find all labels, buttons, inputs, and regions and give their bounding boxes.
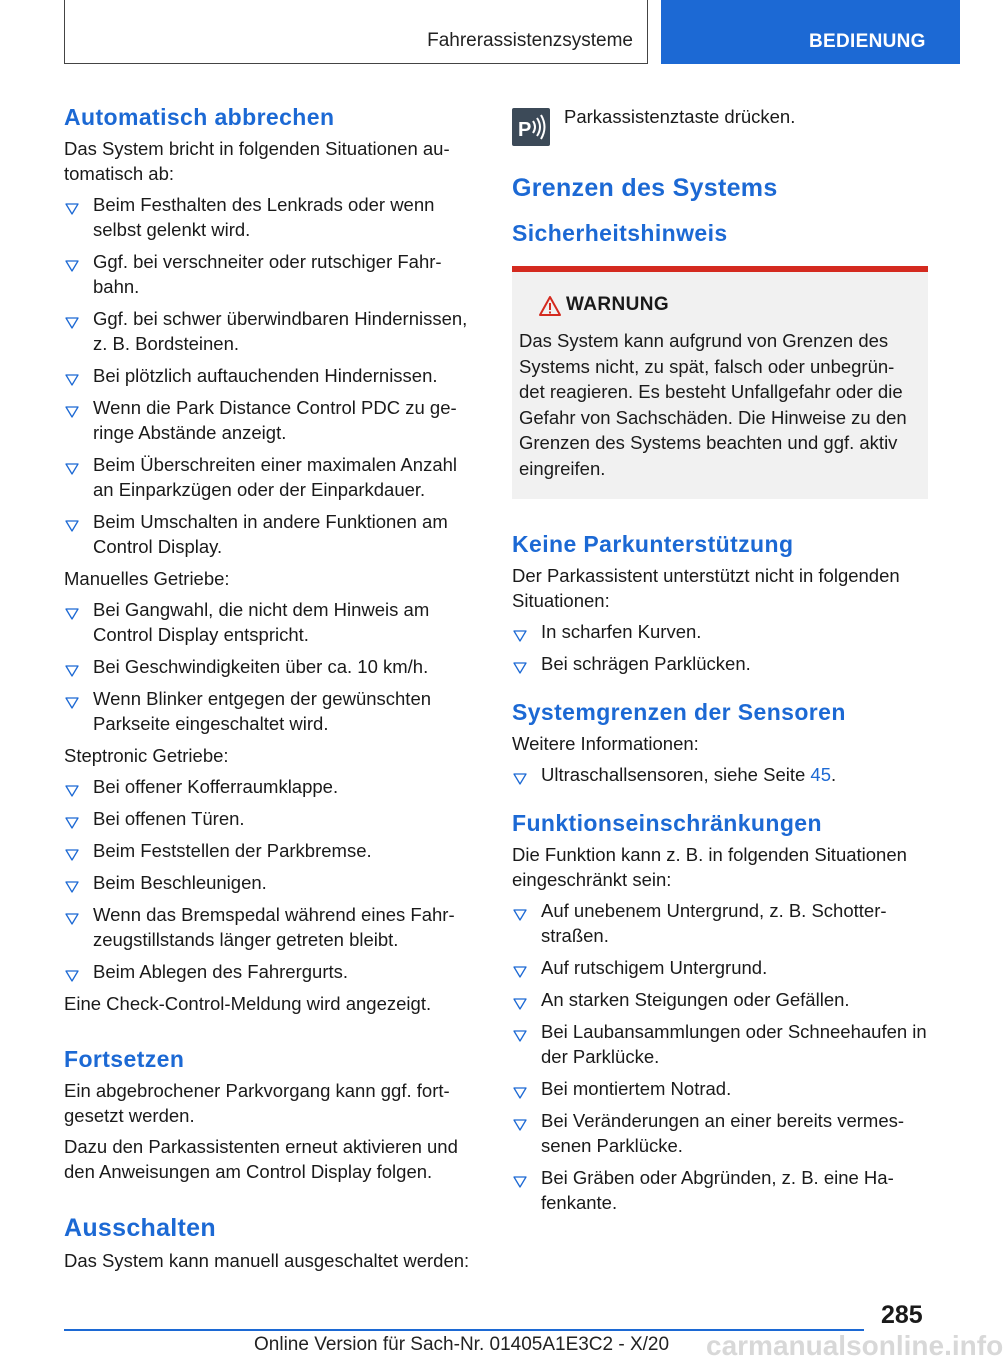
sensor-limits-intro: Weitere Informationen:	[512, 733, 699, 754]
heading-limits: Grenzen des Systems	[512, 174, 778, 202]
check-control-message: Eine Check-Control-Meldung wird angezeigt.	[64, 993, 432, 1014]
list-item-text: Beim Überschreiten einer maximalen Anzahl an Einparkzügen oder der Einparkdauer.	[93, 454, 458, 500]
bullet-triangle-icon	[65, 514, 79, 528]
page-number: 285	[881, 1301, 923, 1329]
warning-box	[512, 266, 928, 499]
heading-sensor-limits: Systemgrenzen der Sensoren	[512, 699, 846, 725]
bullet-triangle-icon	[65, 691, 79, 705]
list-item-text: Beim Festhalten des Lenkrads oder wenn selbst gelenkt wird.	[93, 194, 435, 240]
watermark: carmanualsonline.info	[706, 1330, 1003, 1361]
svg-text:P: P	[518, 119, 532, 141]
warning-triangle-icon	[538, 295, 562, 317]
list-item	[64, 395, 482, 445]
list-item-text: Bei Gangwahl, die nicht dem Hinweis am Control Display entspricht.	[93, 599, 430, 645]
list-item	[512, 762, 928, 787]
list-item-text: Wenn Blinker entgegen der gewünschten Parkseite eingeschaltet wird.	[93, 688, 432, 734]
list-item-text: Beim Ablegen des Fahrergurts.	[93, 961, 349, 982]
bullet-triangle-icon	[65, 400, 79, 414]
list-item-text: Ggf. bei verschneiter oder rutschiger Fahr-bahn.	[93, 251, 442, 297]
list-item	[512, 1108, 928, 1158]
list-item	[512, 1019, 928, 1069]
bullet-triangle-icon	[513, 1024, 527, 1038]
no-support-list	[512, 619, 928, 676]
list-item	[64, 249, 482, 299]
list-item-text: Bei Geschwindigkeiten über ca. 10 km/h.	[93, 656, 429, 677]
heading-safety: Sicherheitshinweis	[512, 220, 728, 246]
sensor-item-end: .	[831, 764, 837, 785]
sensor-item-text: Ultraschallsensoren, siehe Seite	[541, 764, 811, 785]
bullet-triangle-icon	[65, 779, 79, 793]
continue-p1: Ein abgebrochener Parkvorgang kann ggf. fort-gesetzt werden.	[64, 1080, 450, 1126]
list-item	[64, 870, 482, 895]
list-item	[64, 902, 482, 952]
bullet-triangle-icon	[65, 907, 79, 921]
warning-header	[519, 294, 920, 324]
list-item	[512, 987, 928, 1012]
bullet-triangle-icon	[513, 767, 527, 781]
list-item-text: In scharfen Kurven.	[541, 621, 702, 642]
header-chapter-title: BEDIENUNG	[809, 31, 926, 52]
list-item-text: Bei offenen Türen.	[93, 808, 245, 829]
manual-gearbox-label: Manuelles Getriebe:	[64, 568, 230, 589]
bullet-triangle-icon	[513, 1170, 527, 1184]
heading-restrictions: Funktionseinschränkungen	[512, 810, 822, 836]
list-item	[64, 806, 482, 831]
list-item	[64, 654, 482, 679]
park-assist-instruction	[512, 102, 928, 152]
sensor-limits-list	[512, 762, 928, 787]
list-item	[512, 955, 928, 980]
list-item	[512, 651, 928, 676]
bullet-triangle-icon	[513, 1113, 527, 1127]
list-item-text: Beim Umschalten in andere Funktionen am Control Display.	[93, 511, 448, 557]
list-item	[512, 1076, 928, 1101]
right-column	[512, 102, 928, 1222]
continue-p2: Dazu den Parkassistenten erneut aktivieren und den Anweisungen am Control Display folgen.	[64, 1136, 458, 1182]
bullet-triangle-icon	[65, 843, 79, 857]
list-item	[512, 1165, 928, 1215]
bullet-triangle-icon	[65, 457, 79, 471]
list-item	[64, 363, 482, 388]
bullet-triangle-icon	[65, 602, 79, 616]
warning-label: WARNUNG	[566, 294, 670, 315]
warning-text: Das System kann aufgrund von Grenzen des Systems nicht, zu spät, falsch oder unbegrün-det reagieren. Es besteht Unfallgefahr oder die Gefahr von Sachschäden. Die Hinweise zu den Grenzen des Systems beachten und ggf. aktiv eingreifen.	[519, 330, 907, 479]
bullet-triangle-icon	[65, 659, 79, 673]
bullet-triangle-icon	[513, 960, 527, 974]
bullet-triangle-icon	[65, 311, 79, 325]
header-section-box	[64, 0, 648, 64]
list-item-text: Beim Feststellen der Parkbremse.	[93, 840, 372, 861]
list-item-text: Bei schrägen Parklücken.	[541, 653, 751, 674]
list-item	[512, 619, 928, 644]
list-item	[64, 838, 482, 863]
bullet-triangle-icon	[65, 811, 79, 825]
bullet-triangle-icon	[513, 1081, 527, 1095]
list-item-text: Bei Veränderungen an einer bereits vermes-senen Parklücke.	[541, 1110, 905, 1156]
list-item-text: Bei offener Kofferraumklappe.	[93, 776, 339, 797]
steptronic-list	[64, 774, 482, 984]
bullet-triangle-icon	[65, 368, 79, 382]
steptronic-label: Steptronic Getriebe:	[64, 745, 229, 766]
heading-continue: Fortsetzen	[64, 1046, 185, 1072]
list-item	[64, 306, 482, 356]
list-item	[64, 452, 482, 502]
heading-auto-cancel: Automatisch abbrechen	[64, 104, 335, 130]
manual-gearbox-list	[64, 597, 482, 736]
list-item	[64, 192, 482, 242]
park-assist-instruction-text: Parkassistenztaste drücken.	[564, 106, 796, 127]
restrictions-intro: Die Funktion kann z. B. in folgenden Situationen eingeschränkt sein:	[512, 844, 907, 890]
no-support-intro: Der Parkassistent unterstützt nicht in folgenden Situationen:	[512, 565, 900, 611]
list-item	[512, 898, 928, 948]
bullet-triangle-icon	[65, 197, 79, 211]
list-item	[64, 509, 482, 559]
bullet-triangle-icon	[513, 903, 527, 917]
list-item-text: Wenn das Bremspedal während eines Fahr-zeugstillstands länger getreten bleibt.	[93, 904, 455, 950]
bullet-triangle-icon	[513, 992, 527, 1006]
list-item-text: Bei plötzlich auftauchenden Hindernissen.	[93, 365, 438, 386]
bullet-triangle-icon	[65, 875, 79, 889]
footer-version: Online Version für Sach-Nr. 01405A1E3C2 - X/20	[254, 1334, 670, 1355]
header-chapter-tab	[661, 0, 960, 64]
list-item-text: An starken Steigungen oder Gefällen.	[541, 989, 850, 1010]
page-45-link[interactable]: 45	[810, 764, 831, 785]
list-item-text: Beim Beschleunigen.	[93, 872, 267, 893]
bullet-triangle-icon	[513, 624, 527, 638]
list-item	[64, 597, 482, 647]
heading-switch-off: Ausschalten	[64, 1214, 216, 1242]
park-assist-button-icon	[512, 108, 550, 146]
list-item-text: Ggf. bei schwer überwindbaren Hindernissen, z. B. Bordsteinen.	[93, 308, 468, 354]
bullet-triangle-icon	[65, 964, 79, 978]
header-section-title: Fahrerassistenzsysteme	[427, 30, 633, 51]
left-column	[64, 102, 482, 1279]
list-item-text: Bei Laubansammlungen oder Schneehaufen in der Parklücke.	[541, 1021, 927, 1067]
bullet-triangle-icon	[513, 656, 527, 670]
auto-cancel-list	[64, 192, 482, 559]
list-item-text: Auf rutschigem Untergrund.	[541, 957, 768, 978]
switch-off-p1: Das System kann manuell ausgeschaltet werden:	[64, 1250, 470, 1271]
list-item	[64, 774, 482, 799]
list-item-text: Bei Gräben oder Abgründen, z. B. eine Ha-fenkante.	[541, 1167, 894, 1213]
list-item	[64, 959, 482, 984]
heading-no-support: Keine Parkunterstützung	[512, 531, 794, 557]
bullet-triangle-icon	[65, 254, 79, 268]
list-item-text: Bei montiertem Notrad.	[541, 1078, 732, 1099]
list-item-text: Auf unebenem Untergrund, z. B. Schotter-straßen.	[541, 900, 887, 946]
list-item	[64, 686, 482, 736]
list-item-text: Wenn die Park Distance Control PDC zu ge-ringe Abstände anzeigt.	[93, 397, 457, 443]
restrictions-list	[512, 898, 928, 1215]
auto-cancel-intro: Das System bricht in folgenden Situationen au-tomatisch ab:	[64, 138, 450, 184]
